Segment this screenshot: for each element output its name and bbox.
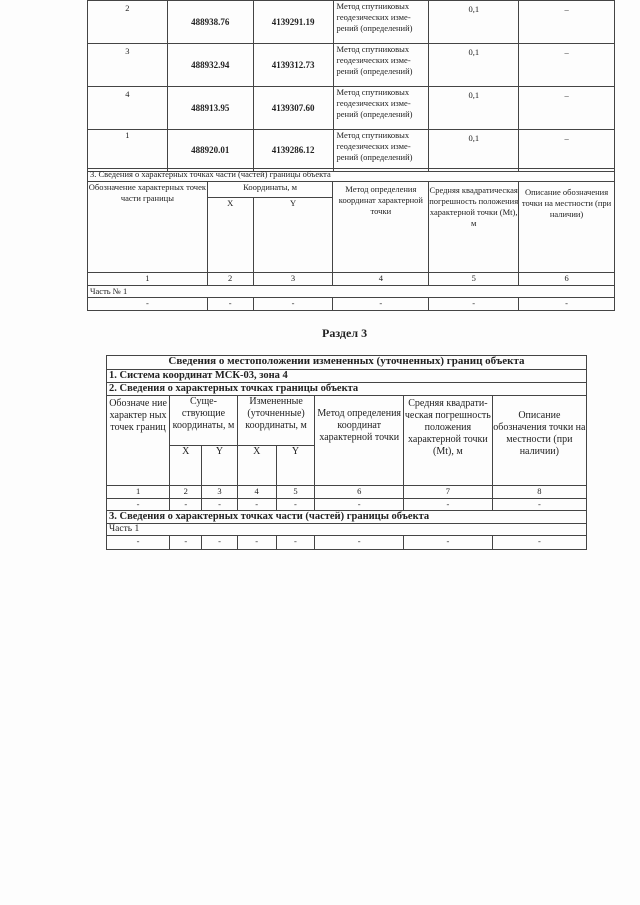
method-cell: Метод спутниковых геодезических изме-рений (определений) [333,1,429,44]
empty-cell: - [253,298,333,311]
point-number: 2 [88,1,168,44]
header-coordinates: Координаты, м [207,182,333,198]
column-index: 5 [276,486,315,499]
column-index: 5 [429,273,519,286]
coord-y: 4139307.60 [253,87,333,130]
column-index: 2 [170,486,202,499]
description-cell: – [519,1,615,44]
empty-cell: - [492,499,586,511]
accuracy-cell: 0,1 [429,1,519,44]
accuracy-cell: 0,1 [429,44,519,87]
empty-cell: - [107,536,170,550]
point-row [88,44,615,87]
header-x: X [170,446,202,486]
header-accuracy: Средняя квадратическая погрешность положения характерной точки (Mt), м [429,182,519,273]
method-cell: Метод спутниковых геодезических изме-рений (определений) [333,44,429,87]
empty-cell: - [315,499,404,511]
empty-cell: - [276,536,315,550]
accuracy-cell: 0,1 [429,87,519,130]
empty-cell: - [315,536,404,550]
point-number: 3 [88,44,168,87]
empty-cell: - [170,499,202,511]
coord-y: 4139312.73 [253,44,333,87]
method-cell: Метод спутниковых геодезических изме-рений (определений) [333,87,429,130]
empty-cell: - [276,499,315,511]
header-changed-coords: Измененные (уточненные) координаты, м [237,396,315,446]
point-number: 4 [88,87,168,130]
header-method: Метод определения координат характерной точки [333,182,429,273]
point-row [88,1,615,44]
column-index: 7 [404,486,493,499]
empty-cell: - [492,536,586,550]
column-index: 8 [492,486,586,499]
coord-y: 4139286.12 [253,130,333,172]
empty-cell: - [237,536,276,550]
header-x: X [237,446,276,486]
header-existing-coords: Суще-ствующие координаты, м [170,396,238,446]
empty-cell: - [202,499,237,511]
coord-system-row: 1. Система координат МСК-03, зона 4 [107,370,587,383]
column-index: 3 [253,273,333,286]
part-label: Часть 1 [107,524,587,536]
coord-x: 488932.94 [167,44,253,87]
part-points-row: 3. Сведения о характерных точках части (частей) границы объекта [107,511,587,524]
coord-x: 488920.01 [167,130,253,172]
header-y: Y [253,198,333,273]
part-section-title: 3. Сведения о характерных точках части (частей) границы объекта [88,169,615,182]
coord-x: 488938.76 [167,1,253,44]
header-description: Описание обозначения точки на местности (при наличии) [492,396,586,486]
empty-cell: - [202,536,237,550]
part-points-table [87,168,615,311]
empty-cell: - [207,298,253,311]
empty-cell: - [170,536,202,550]
header-designation: Обозначение характерных точек части границы [88,182,208,273]
points-table [87,0,615,172]
coord-y: 4139291.19 [253,1,333,44]
header-y: Y [202,446,237,486]
point-row [88,130,615,172]
empty-cell: - [404,536,493,550]
point-number: 1 [88,130,168,172]
empty-cell: - [333,298,429,311]
section3-title: Сведения о местоположении измененных (уточненных) границ объекта [107,356,587,370]
description-cell: – [519,87,615,130]
header-accuracy: Средняя квадрати-ческая погрешность положения характерной точки (Mt), м [404,396,493,486]
column-index: 4 [237,486,276,499]
boundary-points-row: 2. Сведения о характерных точках границы объекта [107,383,587,396]
header-designation: Обозначе ние характер ных точек границ [107,396,170,486]
empty-cell: - [429,298,519,311]
empty-cell: - [404,499,493,511]
header-x: X [207,198,253,273]
section-heading: Раздел 3 [322,326,368,340]
description-cell: – [519,130,615,172]
column-index: 4 [333,273,429,286]
coord-x: 488913.95 [167,87,253,130]
empty-cell: - [88,298,208,311]
column-index: 6 [315,486,404,499]
empty-cell: - [237,499,276,511]
column-index: 1 [107,486,170,499]
method-cell: Метод спутниковых геодезических изме-рений (определений) [333,130,429,172]
column-index: 3 [202,486,237,499]
header-method: Метод определения координат характерной точки [315,396,404,486]
accuracy-cell: 0,1 [429,130,519,172]
point-row [88,87,615,130]
column-index: 6 [519,273,615,286]
part-label: Часть № 1 [88,286,615,298]
empty-cell: - [519,298,615,311]
header-description: Описание обозначения точки на местности (при наличии) [519,182,615,273]
column-index: 2 [207,273,253,286]
description-cell: – [519,44,615,87]
column-index: 1 [88,273,208,286]
section3-table [106,355,587,550]
header-y: Y [276,446,315,486]
empty-cell: - [107,499,170,511]
